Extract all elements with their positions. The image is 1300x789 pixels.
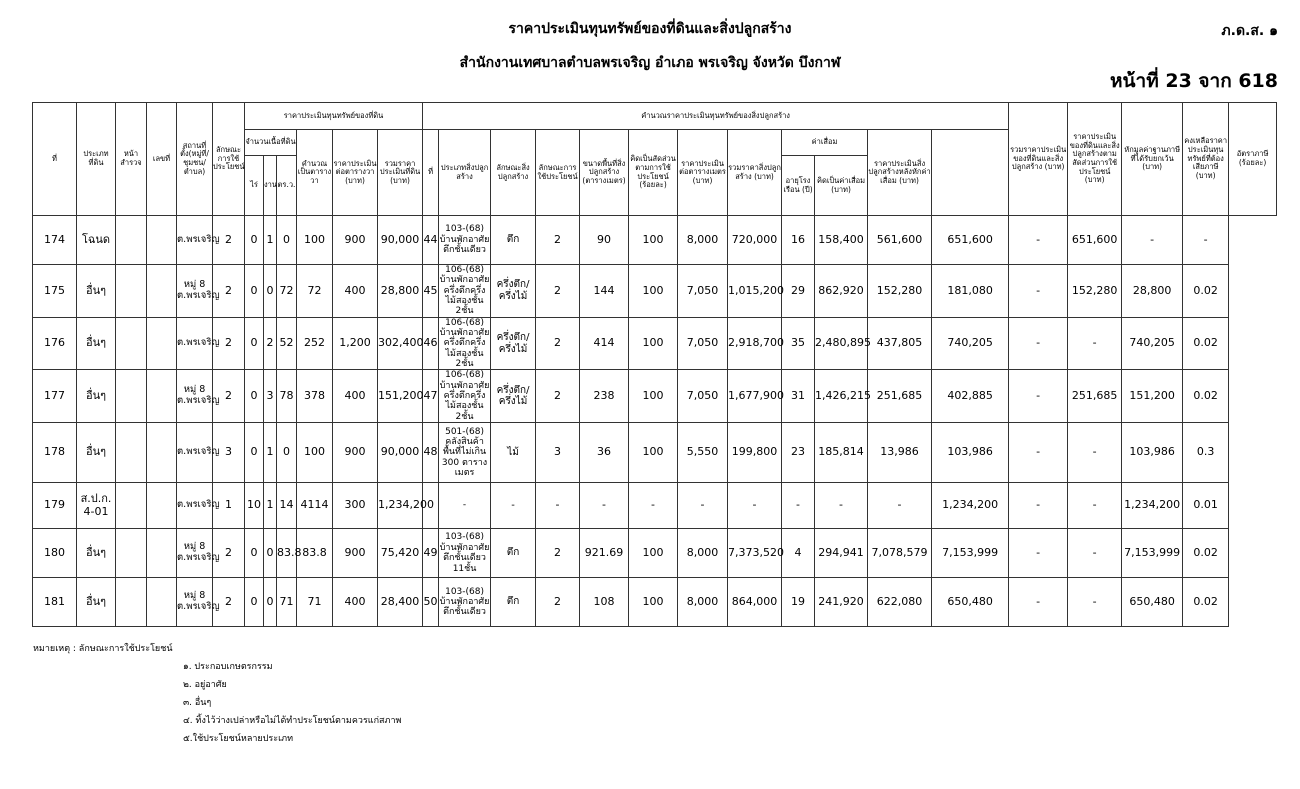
cell-b-total: 720,000 xyxy=(728,216,782,265)
cell-b-type: 501-(68) คลังสินค้า พื้นที่ไม่เกิน 300 ตารางเมตร xyxy=(439,423,491,483)
cell-b-pct: 100 xyxy=(629,578,678,627)
cell-no: 179 xyxy=(33,483,77,529)
cell-ngan: 1 xyxy=(264,483,277,529)
cell-taxable: 151,200 xyxy=(1122,370,1183,423)
cell-b-price: 7,050 xyxy=(678,370,728,423)
cell-exempt: 152,280 xyxy=(1068,265,1122,318)
cell-b-price: - xyxy=(678,483,728,529)
cell-price-per-wa: 900 xyxy=(333,423,378,483)
cell-dep: 294,941 xyxy=(815,529,868,578)
cell-land-type: อื่นๆ xyxy=(77,578,116,627)
cell-rate: 0.02 xyxy=(1183,317,1229,370)
cell-ratio-value: - xyxy=(1009,529,1068,578)
cell-b-no: 46 xyxy=(423,317,439,370)
cell-land-type: อื่นๆ xyxy=(77,529,116,578)
cell-b-price: 7,050 xyxy=(678,265,728,318)
cell-number xyxy=(147,216,177,265)
cell-number xyxy=(147,317,177,370)
cell-location: หมู่ 8 ต.พรเจริญ xyxy=(177,578,213,627)
cell-ratio-value: - xyxy=(1009,578,1068,627)
cell-location: ต.พรเจริญ xyxy=(177,317,213,370)
cell-b-price: 8,000 xyxy=(678,578,728,627)
cell-ngan: 2 xyxy=(264,317,277,370)
document-title: ราคาประเมินทุนทรัพย์ของที่ดินและสิ่งปลูกสร้าง xyxy=(508,21,792,37)
col-building-usage: ลักษณะการใช้ประโยชน์ xyxy=(536,130,580,216)
col-number: เลขที่ xyxy=(147,103,177,216)
cell-age: 29 xyxy=(782,265,815,318)
cell-b-net: 437,805 xyxy=(868,317,932,370)
cell-b-total: 1,677,900 xyxy=(728,370,782,423)
cell-b-no: 48 xyxy=(423,423,439,483)
cell-number xyxy=(147,483,177,529)
col-wa: ตร.ว. xyxy=(277,156,297,216)
cell-usage: 2 xyxy=(213,216,245,265)
table-row xyxy=(33,317,1277,370)
cell-no: 181 xyxy=(33,578,77,627)
col-age: อายุโรงเรือน (ปี) xyxy=(782,156,815,216)
cell-exempt: - xyxy=(1068,578,1122,627)
cell-b-kind: ตึก xyxy=(491,578,536,627)
cell-b-net: 152,280 xyxy=(868,265,932,318)
cell-taxable: - xyxy=(1122,216,1183,265)
cell-b-area: 414 xyxy=(580,317,629,370)
cell-wa: 78 xyxy=(277,370,297,423)
cell-rai: 0 xyxy=(245,370,264,423)
cell-rai: 0 xyxy=(245,423,264,483)
cell-no: 177 xyxy=(33,370,77,423)
cell-b-type: - xyxy=(439,483,491,529)
cell-no: 174 xyxy=(33,216,77,265)
cell-wa: 14 xyxy=(277,483,297,529)
cell-land-type: ส.ป.ก. 4-01 xyxy=(77,483,116,529)
cell-exempt: - xyxy=(1068,423,1122,483)
cell-sqwa: 252 xyxy=(297,317,333,370)
cell-sqwa: 83.8 xyxy=(297,529,333,578)
cell-wa: 52 xyxy=(277,317,297,370)
cell-wa: 71 xyxy=(277,578,297,627)
cell-b-area: 90 xyxy=(580,216,629,265)
cell-price-per-wa: 1,200 xyxy=(333,317,378,370)
cell-rate: 0.02 xyxy=(1183,529,1229,578)
cell-b-type: 106-(68) บ้านพักอาศัยครึ่งตึกครึ่งไม้สองชั้น 2ชั้น xyxy=(439,265,490,317)
cell-b-price: 7,050 xyxy=(678,317,728,370)
cell-usage: 3 xyxy=(213,423,245,483)
notes-heading: หมายเหตุ : ลักษณะการใช้ประโยชน์ xyxy=(33,644,173,654)
cell-exempt: - xyxy=(1068,529,1122,578)
cell-taxable: 7,153,999 xyxy=(1122,529,1183,578)
cell-location: ต.พรเจริญ xyxy=(177,216,213,265)
cell-ngan: 3 xyxy=(264,370,277,423)
cell-b-kind: ตึก xyxy=(491,529,536,578)
cell-survey-page xyxy=(116,265,147,318)
cell-land-total: 75,420 xyxy=(378,529,423,578)
cell-number xyxy=(147,265,177,318)
cell-wa: 0 xyxy=(277,216,297,265)
cell-survey-page xyxy=(116,216,147,265)
cell-b-no: 45 xyxy=(423,265,439,318)
cell-rate: 0.02 xyxy=(1183,265,1229,318)
cell-no: 176 xyxy=(33,317,77,370)
cell-number xyxy=(147,370,177,423)
cell-b-kind: ครึ่งตึก/ครึ่งไม้ xyxy=(491,370,536,423)
cell-land-type: อื่นๆ xyxy=(77,423,116,483)
col-building-area: ขนาดพื้นที่สิ่งปลูกสร้าง (ตารางเมตร) xyxy=(580,130,629,216)
cell-b-usage: 2 xyxy=(536,529,580,578)
cell-b-kind: ตึก xyxy=(491,216,536,265)
col-land-total: รวมราคาประเมินที่ดิน (บาท) xyxy=(378,130,423,216)
note-item: ๑. ประกอบเกษตรกรรม xyxy=(183,662,273,672)
cell-land-type: อื่นๆ xyxy=(77,265,116,318)
cell-land-total: 1,234,200 xyxy=(378,483,423,529)
col-building-kind: ลักษณะสิ่งปลูกสร้าง xyxy=(491,130,536,216)
cell-land-total: 28,800 xyxy=(378,265,423,318)
assessment-table xyxy=(32,102,1277,627)
cell-b-price: 8,000 xyxy=(678,529,728,578)
cell-b-net: 622,080 xyxy=(868,578,932,627)
col-usage: ลักษณะการใช้ประโยชน์ xyxy=(213,103,245,216)
cell-taxable: 28,800 xyxy=(1122,265,1183,318)
cell-b-price: 5,550 xyxy=(678,423,728,483)
cell-b-usage: 3 xyxy=(536,423,580,483)
cell-rai: 0 xyxy=(245,578,264,627)
cell-b-price: 8,000 xyxy=(678,216,728,265)
col-depreciation: คิดเป็นค่าเสื่อม (บาท) xyxy=(815,156,868,216)
cell-usage: 2 xyxy=(213,370,245,423)
col-building-no: ที่ xyxy=(423,130,439,216)
table-row xyxy=(33,216,1277,265)
cell-sqwa: 4114 xyxy=(297,483,333,529)
col-group-building: คำนวณราคาประเมินทุนทรัพย์ของสิ่งปลูกสร้าง xyxy=(423,103,1009,130)
col-rate: อัตราภาษี (ร้อยละ) xyxy=(1229,103,1277,216)
col-sqwa: คำนวณเป็นตารางวา xyxy=(297,130,333,216)
cell-b-pct: 100 xyxy=(629,529,678,578)
cell-rate: 0.02 xyxy=(1183,370,1229,423)
cell-b-kind: - xyxy=(491,483,536,529)
cell-b-no: 47 xyxy=(423,370,439,423)
form-code: ภ.ด.ส. ๑ xyxy=(1221,23,1278,39)
cell-b-usage: - xyxy=(536,483,580,529)
cell-land-type: โฉนด xyxy=(77,216,116,265)
cell-age: 4 xyxy=(782,529,815,578)
cell-ratio-value: - xyxy=(1009,483,1068,529)
col-exempt: หักมูลค่าฐานภาษีที่ได้รับยกเว้น (บาท) xyxy=(1122,103,1183,216)
cell-wa: 83.8 xyxy=(277,529,297,578)
cell-survey-page xyxy=(116,483,147,529)
cell-taxable: 740,205 xyxy=(1122,317,1183,370)
col-group-land: ราคาประเมินทุนทรัพย์ของที่ดิน xyxy=(245,103,423,130)
cell-rai: 0 xyxy=(245,317,264,370)
cell-rate: - xyxy=(1183,216,1229,265)
cell-b-pct: 100 xyxy=(629,216,678,265)
cell-rate: 0.01 xyxy=(1183,483,1229,529)
cell-age: 16 xyxy=(782,216,815,265)
cell-rai: 0 xyxy=(245,265,264,318)
cell-usage: 2 xyxy=(213,265,245,318)
cell-taxable: 1,234,200 xyxy=(1122,483,1183,529)
cell-dep: - xyxy=(815,483,868,529)
cell-dep: 862,920 xyxy=(815,265,868,318)
col-building-type: ประเภทสิ่งปลูกสร้าง xyxy=(439,130,491,216)
cell-ratio-value: - xyxy=(1009,423,1068,483)
cell-b-type: 106-(68) บ้านพักอาศัยครึ่งตึกครึ่งไม้สองชั้น 2ชั้น xyxy=(439,317,490,370)
cell-wa: 72 xyxy=(277,265,297,318)
cell-sum-total: 402,885 xyxy=(932,370,1009,423)
col-group-area: จำนวนเนื้อที่ดิน xyxy=(245,130,297,156)
cell-rai: 0 xyxy=(245,216,264,265)
cell-rai: 10 xyxy=(245,483,264,529)
cell-dep: 241,920 xyxy=(815,578,868,627)
col-building-pct: คิดเป็นสัดส่วนตามการใช้ประโยชน์ (ร้อยละ) xyxy=(629,130,678,216)
document-subtitle: สำนักงานเทศบาลตำบลพรเจริญ อำเภอ พรเจริญ จังหวัด บึงกาฬ xyxy=(459,55,841,71)
cell-dep: 1,426,215 xyxy=(815,370,868,423)
cell-usage: 2 xyxy=(213,529,245,578)
cell-b-total: - xyxy=(728,483,782,529)
col-survey-page: หน้าสำรวจ xyxy=(116,103,147,216)
cell-b-kind: ครึ่งตึก/ครึ่งไม้ xyxy=(491,317,536,370)
cell-location: หมู่ 8 ต.พรเจริญ xyxy=(177,265,213,318)
cell-sum-total: 103,986 xyxy=(932,423,1009,483)
cell-price-per-wa: 900 xyxy=(333,216,378,265)
cell-survey-page xyxy=(116,370,147,423)
cell-b-pct: - xyxy=(629,483,678,529)
col-group-depreciation: ค่าเสื่อม xyxy=(782,130,868,156)
cell-b-type: 103-(68) บ้านพักอาศัยตึกชั้นเดียว xyxy=(439,578,491,627)
cell-b-area: 36 xyxy=(580,423,629,483)
cell-b-total: 1,015,200 xyxy=(728,265,782,318)
cell-b-pct: 100 xyxy=(629,317,678,370)
col-price-per-wa: ราคาประเมินต่อตารางวา (บาท) xyxy=(333,130,378,216)
cell-price-per-wa: 400 xyxy=(333,370,378,423)
cell-age: - xyxy=(782,483,815,529)
cell-b-total: 864,000 xyxy=(728,578,782,627)
cell-b-type: 106-(68) บ้านพักอาศัยครึ่งตึกครึ่งไม้สองชั้น 2ชั้น xyxy=(439,370,490,422)
cell-sum-total: 651,600 xyxy=(932,216,1009,265)
col-taxable: คงเหลือราคาประเมินทุนทรัพย์ที่ต้องเสียภาษี (บาท) xyxy=(1183,103,1229,216)
page-number: หน้าที่ 23 จาก 618 xyxy=(1110,70,1278,92)
cell-land-type: อื่นๆ xyxy=(77,317,116,370)
cell-survey-page xyxy=(116,317,147,370)
cell-b-area: 238 xyxy=(580,370,629,423)
cell-rate: 0.3 xyxy=(1183,423,1229,483)
col-land-type: ประเภทที่ดิน xyxy=(77,103,116,216)
col-ngan: งาน xyxy=(264,156,277,216)
cell-sqwa: 378 xyxy=(297,370,333,423)
cell-sum-total: 181,080 xyxy=(932,265,1009,318)
cell-b-net: - xyxy=(868,483,932,529)
cell-b-kind: ไม้ xyxy=(491,423,536,483)
cell-b-usage: 2 xyxy=(536,578,580,627)
cell-b-type: 103-(68) บ้านพักอาศัยตึกชั้นเดียว 11ชั้น xyxy=(439,529,491,578)
cell-age: 19 xyxy=(782,578,815,627)
table-row xyxy=(33,529,1277,578)
cell-wa: 0 xyxy=(277,423,297,483)
cell-exempt: - xyxy=(1068,317,1122,370)
table-row xyxy=(33,483,1277,529)
cell-sqwa: 100 xyxy=(297,423,333,483)
cell-b-net: 7,078,579 xyxy=(868,529,932,578)
col-ratio-value: ราคาประเมินของที่ดินและสิ่งปลูกสร้างตามสัดส่วนการใช้ประโยชน์ (บาท) xyxy=(1068,103,1122,216)
cell-land-total: 28,400 xyxy=(378,578,423,627)
cell-land-total: 151,200 xyxy=(378,370,423,423)
cell-no: 175 xyxy=(33,265,77,318)
cell-survey-page xyxy=(116,578,147,627)
cell-taxable: 650,480 xyxy=(1122,578,1183,627)
cell-taxable: 103,986 xyxy=(1122,423,1183,483)
cell-ratio-value: - xyxy=(1009,216,1068,265)
cell-sqwa: 72 xyxy=(297,265,333,318)
cell-sqwa: 71 xyxy=(297,578,333,627)
cell-rate: 0.02 xyxy=(1183,578,1229,627)
cell-b-area: 921.69 xyxy=(580,529,629,578)
note-item: ๒. อยู่อาศัย xyxy=(183,680,227,690)
notes xyxy=(33,640,401,748)
cell-price-per-wa: 300 xyxy=(333,483,378,529)
cell-b-no: 44 xyxy=(423,216,439,265)
cell-land-total: 90,000 xyxy=(378,216,423,265)
cell-exempt: - xyxy=(1068,483,1122,529)
cell-ngan: 0 xyxy=(264,265,277,318)
cell-ratio-value: - xyxy=(1009,370,1068,423)
cell-b-pct: 100 xyxy=(629,370,678,423)
cell-usage: 1 xyxy=(213,483,245,529)
cell-b-no: 49 xyxy=(423,529,439,578)
cell-survey-page xyxy=(116,529,147,578)
cell-b-usage: 2 xyxy=(536,317,580,370)
cell-age: 35 xyxy=(782,317,815,370)
cell-location: ต.พรเจริญ xyxy=(177,423,213,483)
cell-dep: 158,400 xyxy=(815,216,868,265)
table-row xyxy=(33,370,1277,423)
col-building-price: ราคาประเมินต่อตารางเมตร (บาท) xyxy=(678,130,728,216)
cell-ngan: 1 xyxy=(264,423,277,483)
cell-number xyxy=(147,578,177,627)
cell-ngan: 0 xyxy=(264,529,277,578)
cell-sqwa: 100 xyxy=(297,216,333,265)
cell-usage: 2 xyxy=(213,578,245,627)
cell-dep: 2,480,895 xyxy=(815,317,868,370)
cell-exempt: 251,685 xyxy=(1068,370,1122,423)
cell-sum-total: 740,205 xyxy=(932,317,1009,370)
cell-ratio-value: - xyxy=(1009,317,1068,370)
cell-b-usage: 2 xyxy=(536,216,580,265)
cell-ratio-value: - xyxy=(1009,265,1068,318)
cell-age: 31 xyxy=(782,370,815,423)
cell-survey-page xyxy=(116,423,147,483)
cell-ngan: 1 xyxy=(264,216,277,265)
cell-b-pct: 100 xyxy=(629,423,678,483)
col-building-net: ราคาประเมินสิ่งปลูกสร้างหลังหักค่าเสื่อม (บาท) xyxy=(868,130,932,216)
cell-b-total: 7,373,520 xyxy=(728,529,782,578)
cell-age: 23 xyxy=(782,423,815,483)
cell-b-net: 251,685 xyxy=(868,370,932,423)
cell-price-per-wa: 400 xyxy=(333,265,378,318)
cell-land-total: 302,400 xyxy=(378,317,423,370)
cell-b-total: 199,800 xyxy=(728,423,782,483)
cell-b-area: - xyxy=(580,483,629,529)
cell-b-total: 2,918,700 xyxy=(728,317,782,370)
cell-price-per-wa: 900 xyxy=(333,529,378,578)
cell-price-per-wa: 400 xyxy=(333,578,378,627)
cell-location: ต.พรเจริญ xyxy=(177,483,213,529)
cell-number xyxy=(147,423,177,483)
cell-sum-total: 650,480 xyxy=(932,578,1009,627)
cell-b-usage: 2 xyxy=(536,265,580,318)
cell-b-kind: ครึ่งตึก/ครึ่งไม้ xyxy=(491,265,536,318)
cell-number xyxy=(147,529,177,578)
col-location: สถานที่ตั้ง(หมู่ที่/ชุมชน/ตำบล) xyxy=(177,103,213,216)
cell-no: 178 xyxy=(33,423,77,483)
cell-b-net: 13,986 xyxy=(868,423,932,483)
cell-b-net: 561,600 xyxy=(868,216,932,265)
cell-land-type: อื่นๆ xyxy=(77,370,116,423)
table-row xyxy=(33,423,1277,483)
cell-sum-total: 1,234,200 xyxy=(932,483,1009,529)
cell-location: หมู่ 8 ต.พรเจริญ xyxy=(177,529,213,578)
cell-dep: 185,814 xyxy=(815,423,868,483)
table-row xyxy=(33,265,1277,318)
cell-sum-total: 7,153,999 xyxy=(932,529,1009,578)
cell-rai: 0 xyxy=(245,529,264,578)
cell-land-total: 90,000 xyxy=(378,423,423,483)
cell-location: หมู่ 8 ต.พรเจริญ xyxy=(177,370,213,423)
note-item: ๔. ทิ้งไว้ว่างเปล่าหรือไม่ได้ทำประโยชน์ตามควรแก่สภาพ xyxy=(183,716,402,726)
cell-b-area: 144 xyxy=(580,265,629,318)
cell-usage: 2 xyxy=(213,317,245,370)
cell-no: 180 xyxy=(33,529,77,578)
note-item: ๓. อื่นๆ xyxy=(183,698,212,708)
cell-exempt: 651,600 xyxy=(1068,216,1122,265)
cell-ngan: 0 xyxy=(264,578,277,627)
cell-b-no: 50 xyxy=(423,578,439,627)
cell-b-usage: 2 xyxy=(536,370,580,423)
col-no: ที่ xyxy=(33,103,77,216)
note-item: ๕.ใช้ประโยชน์หลายประเภท xyxy=(183,734,294,744)
cell-b-type: 103-(68) บ้านพักอาศัยตึกชั้นเดียว xyxy=(439,216,491,265)
col-rai: ไร่ xyxy=(245,156,264,216)
cell-b-pct: 100 xyxy=(629,265,678,318)
col-sum-total: รวมราคาประเมินของที่ดินและสิ่งปลูกสร้าง (บาท) xyxy=(1009,103,1068,216)
col-building-total: รวมราคาสิ่งปลูกสร้าง (บาท) xyxy=(728,130,782,216)
table-row xyxy=(33,578,1277,627)
cell-b-area: 108 xyxy=(580,578,629,627)
